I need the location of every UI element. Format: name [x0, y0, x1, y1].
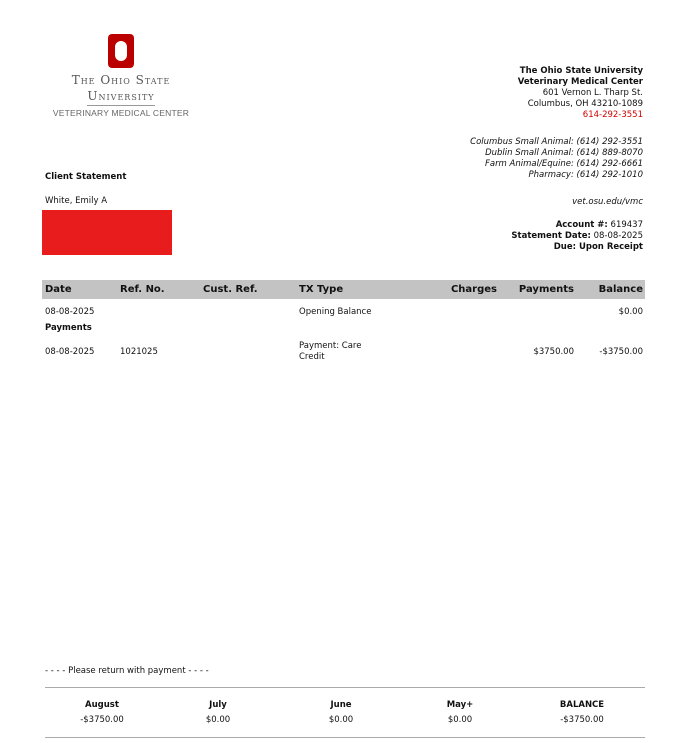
col-header-tx-type: TX Type	[299, 284, 344, 295]
col-header-date: Date	[45, 284, 72, 295]
statement-date: 08-08-2025	[590, 231, 643, 241]
tx-type-line: Payment: Care	[299, 341, 362, 351]
aging-label: August	[85, 700, 119, 710]
aging-value: $0.00	[328, 715, 354, 725]
org-name: The Ohio State University	[519, 66, 643, 76]
row-date: 08-08-2025	[45, 307, 95, 317]
aging-label: BALANCE	[559, 700, 605, 710]
account-info	[393, 220, 643, 253]
aging-value: -$3750.00	[80, 715, 124, 725]
col-header-payments: Payments	[518, 284, 574, 295]
aging-label: June	[330, 700, 352, 710]
aging-value: -$3750.00	[560, 715, 604, 725]
center-address	[383, 66, 643, 121]
col-header-balance: Balance	[598, 284, 643, 295]
tx-type-line: Credit	[299, 352, 325, 362]
row-date: 08-08-2025	[45, 347, 95, 357]
col-header-ref: Ref. No.	[120, 284, 165, 295]
statement-title: Client Statement	[45, 172, 127, 182]
department-phones	[363, 137, 643, 181]
account-number: 619437	[607, 220, 643, 230]
center-name: Veterinary Medical Center	[517, 77, 643, 87]
phone-line: Farm Animal/Equine: (614) 292-6661	[484, 159, 643, 169]
due-label: Due: Upon Receipt	[553, 242, 643, 252]
aging-value: $0.00	[205, 715, 231, 725]
block-o-logo-icon	[108, 34, 134, 68]
col-header-cust-ref: Cust. Ref.	[203, 284, 258, 295]
phone-line: Pharmacy: (614) 292-1010	[528, 170, 643, 180]
statement-date-label: Statement Date:	[511, 231, 591, 241]
logo-divider	[87, 105, 155, 106]
row-tx-type: Opening Balance	[299, 307, 372, 317]
aging-label: July	[209, 700, 227, 710]
street-address: 601 Vernon L. Tharp St.	[542, 88, 643, 98]
logo-name-line2: University	[87, 89, 155, 103]
row-payments: $3750.00	[533, 347, 574, 357]
phone-line: Columbus Small Animal: (614) 292-3551	[470, 137, 643, 147]
row-tx-type	[299, 341, 361, 363]
aging-bottom-rule	[45, 737, 645, 738]
phone-line: Dublin Small Animal: (614) 889-8070	[485, 148, 643, 158]
aging-label: May+	[446, 700, 474, 710]
col-header-charges: Charges	[450, 284, 497, 295]
aging-value: $0.00	[447, 715, 473, 725]
row-balance: -$3750.00	[599, 347, 643, 357]
website: vet.osu.edu/vmc	[572, 197, 643, 207]
account-label: Account #:	[555, 220, 608, 230]
logo-subtitle: VETERINARY MEDICAL CENTER	[52, 108, 190, 118]
redaction-block	[42, 210, 172, 255]
section-label: Payments	[45, 323, 92, 333]
city-address: Columbus, OH 43210-1089	[527, 99, 643, 109]
aging-top-rule	[45, 687, 645, 688]
return-note: - - - - Please return with payment - - - -	[45, 666, 209, 676]
osu-logo	[46, 34, 196, 118]
row-ref: 1021025	[120, 347, 158, 357]
logo-name-line1: The Ohio State	[71, 73, 171, 87]
main-phone: 614-292-3551	[582, 110, 643, 120]
row-balance: $0.00	[618, 307, 643, 317]
client-name: White, Emily A	[45, 196, 108, 206]
